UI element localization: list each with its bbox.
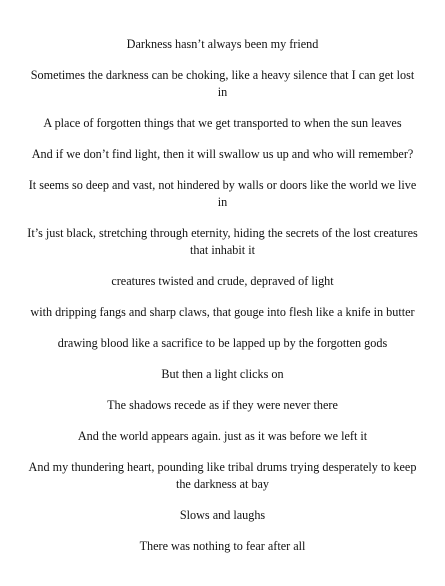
poem-line: It’s just black, stretching through eternity, hiding the secrets of the lost creatures that inhabit it [27, 226, 418, 257]
poem-line: There was nothing to fear after all [139, 539, 306, 553]
poem-line: with dripping fangs and sharp claws, that gouge into flesh like a knife in butter [30, 305, 415, 319]
poem-line: A place of forgotten things that we get transported to when the sun leaves [43, 116, 402, 130]
poem-line: But then a light clicks on [161, 367, 284, 381]
poem-line: It seems so deep and vast, not hindered by walls or doors like the world we live in [28, 178, 417, 209]
poem-line: drawing blood like a sacrifice to be lapped up by the forgotten gods [57, 336, 388, 350]
poem-line: Sometimes the darkness can be choking, like a heavy silence that I can get lost in [30, 68, 415, 99]
poem-line: And if we don’t find light, then it will swallow us up and who will remember? [31, 147, 414, 161]
poem-body [26, 36, 419, 569]
poem-line: Slows and laughs [179, 508, 266, 522]
poem-line: The shadows recede as if they were never there [107, 398, 338, 412]
poem-line: And the world appears again. just as it was before we left it [77, 429, 368, 443]
poem-line: And my thundering heart, pounding like tribal drums trying desperately to keep the darkness at bay [28, 460, 417, 491]
poem-line: Darkness hasn’t always been my friend [126, 37, 319, 51]
poem-line: creatures twisted and crude, depraved of light [111, 274, 334, 288]
